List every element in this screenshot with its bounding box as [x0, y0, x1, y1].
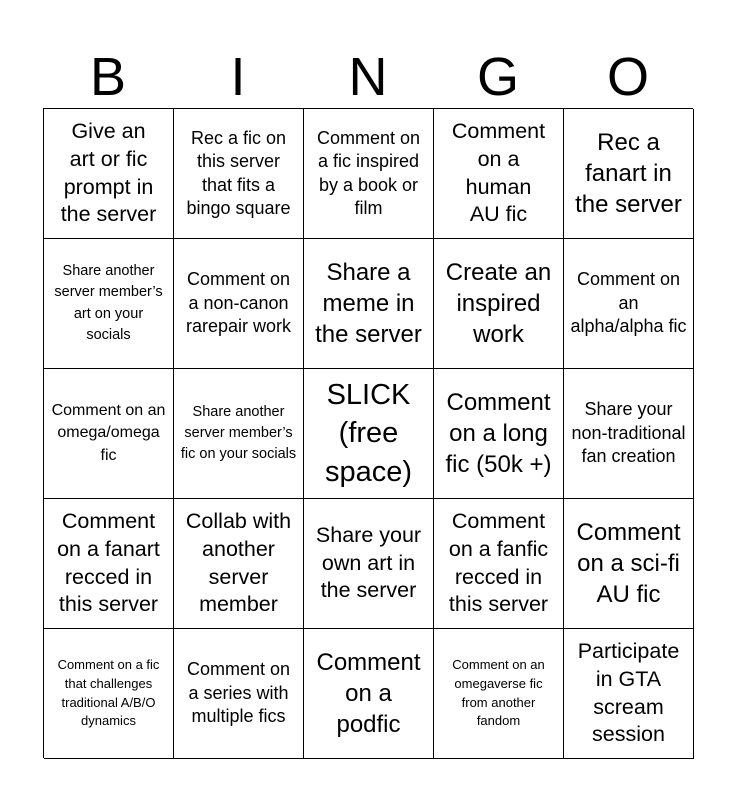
bingo-cell[interactable]	[434, 239, 564, 369]
bingo-cell[interactable]	[304, 109, 434, 239]
bingo-cell[interactable]	[434, 499, 564, 629]
bingo-cell-text: Comment on a podfic	[316, 648, 421, 739]
bingo-cell-text: Comment on an omegaverse fic from another fandom	[452, 656, 545, 729]
bingo-cell[interactable]	[174, 369, 304, 499]
bingo-cell-text: Comment on an omega/omega fic	[51, 402, 166, 464]
bingo-cell-text: Comment on a sci-fi AU fic	[576, 518, 681, 609]
bingo-cell-text: Share another server member’s fic on your socials	[180, 403, 297, 463]
bingo-cell[interactable]	[174, 499, 304, 629]
bingo-cell-text: Create an inspired work	[445, 258, 552, 349]
bingo-header	[43, 46, 693, 108]
bingo-cell-text: Rec a fanart in the server	[575, 128, 682, 219]
bingo-cell[interactable]	[174, 109, 304, 239]
header-letter-g: G	[476, 47, 519, 107]
bingo-cell[interactable]	[564, 499, 694, 629]
bingo-cell[interactable]	[434, 109, 564, 239]
bingo-cell-text: Share another server member’s art on your socials	[54, 263, 163, 343]
bingo-cell-text: Collab with another server member	[185, 508, 292, 617]
bingo-cell-text: Comment on a fanart recced in this server	[57, 508, 160, 617]
bingo-cell[interactable]	[44, 109, 174, 239]
bingo-cell-text: Comment on a series with multiple fics	[186, 659, 291, 727]
bingo-cell-text: Share a meme in the server	[315, 258, 422, 349]
bingo-cell[interactable]	[304, 499, 434, 629]
bingo-cell-text: Give an art or fic prompt in the server	[60, 118, 157, 227]
bingo-cell-text: Comment on a fanfic recced in this server	[448, 508, 549, 617]
bingo-cell[interactable]	[434, 629, 564, 759]
bingo-cell[interactable]	[564, 109, 694, 239]
bingo-cell-text: Comment on a human AU fic	[451, 118, 546, 227]
bingo-cell[interactable]	[564, 239, 694, 369]
free-space[interactable]	[304, 369, 434, 499]
bingo-cell-text: Comment on a non-canon rarepair work	[185, 269, 292, 337]
header-letter-o: O	[606, 47, 649, 107]
bingo-cell[interactable]	[434, 369, 564, 499]
bingo-cell-text: Comment on a long fic (50k +)	[445, 388, 552, 479]
header-letter-b: B	[89, 47, 127, 107]
bingo-cell[interactable]	[304, 239, 434, 369]
bingo-cell-text: Participate in GTA scream session	[577, 638, 680, 747]
bingo-cell-text: Comment on a fic that challenges traditional A/B/O dynamics	[57, 656, 160, 729]
bingo-cell[interactable]	[44, 499, 174, 629]
bingo-cell[interactable]	[174, 629, 304, 759]
bingo-cell-text: SLICK (free space)	[324, 379, 413, 488]
bingo-cell[interactable]	[44, 369, 174, 499]
bingo-cell[interactable]	[174, 239, 304, 369]
bingo-cell-text: Rec a fic on this server that fits a bingo square	[186, 127, 291, 218]
bingo-cell-text: Comment on a fic inspired by a book or film	[316, 127, 421, 218]
bingo-cell[interactable]	[44, 239, 174, 369]
bingo-cell[interactable]	[44, 629, 174, 759]
header-letter-i: I	[230, 47, 246, 107]
bingo-cell[interactable]	[304, 629, 434, 759]
header-letter-n: N	[348, 47, 388, 107]
bingo-cell-text: Comment on an alpha/alpha fic	[570, 269, 687, 337]
bingo-cell-text: Share your own art in the server	[315, 522, 422, 603]
bingo-cell-text: Share your non-traditional fan creation	[571, 399, 686, 467]
bingo-cell[interactable]	[564, 369, 694, 499]
bingo-board	[43, 108, 693, 758]
bingo-cell[interactable]	[564, 629, 694, 759]
